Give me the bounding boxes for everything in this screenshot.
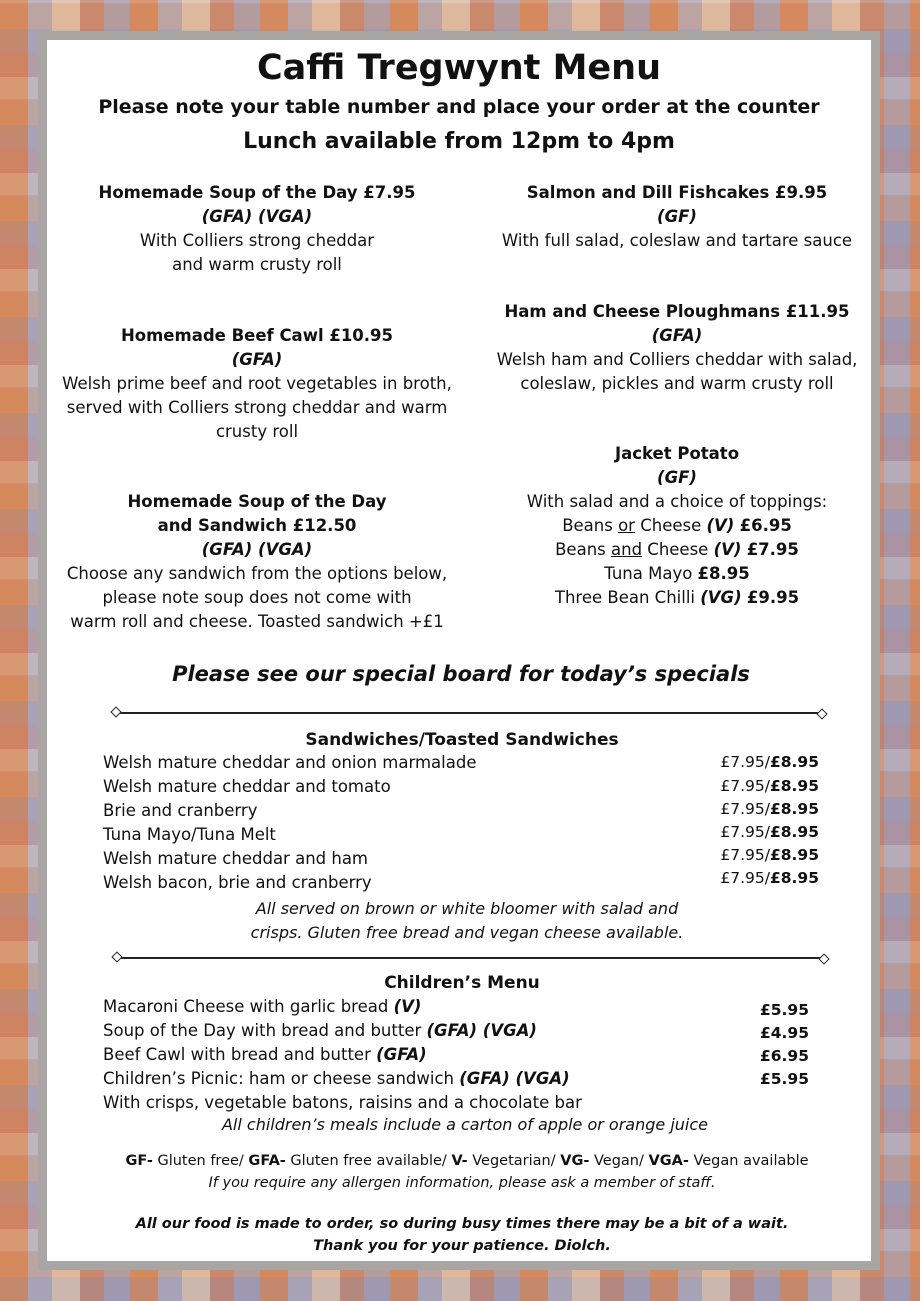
item-tags: (GF) [657, 207, 697, 226]
list-item: Welsh mature cheddar and ham £7.95/£8.95 [103, 846, 819, 868]
item-name: Homemade Soup of the Day [127, 492, 387, 511]
lunch-item [47, 324, 467, 444]
order-note: Please note your table number and place your order at the counter [98, 96, 820, 118]
item-desc: Choose any sandwich from the options below, [66, 564, 448, 583]
item-desc: please note soup does not come with [102, 588, 412, 607]
lunch-hours: Lunch available from 12pm to 4pm [243, 129, 675, 154]
item-name: Jacket Potato [614, 444, 740, 463]
lunch-item [467, 300, 887, 396]
divider-end [111, 951, 122, 962]
item-desc: With Colliers strong cheddar [139, 231, 375, 250]
item-desc: warm roll and cheese. Toasted sandwich +£1 [70, 612, 444, 631]
lunch-item [467, 442, 887, 610]
item-tags: (GFA) (VGA) [201, 207, 313, 226]
item-desc: With salad and a choice of toppings: [526, 492, 828, 511]
item-name: and Sandwich £12.50 [157, 516, 357, 535]
item-tags: (GF) [657, 468, 697, 487]
list-item: Tuna Mayo/Tuna Melt £7.95/£8.95 [103, 823, 819, 844]
item-name: Homemade Beef Cawl £10.95 [120, 326, 394, 345]
childrens-title: Children’s Menu [384, 973, 540, 993]
specials-note: Please see our special board for today’s specials [172, 662, 750, 686]
divider-line [118, 957, 824, 959]
item-name: Homemade Soup of the Day £7.95 [98, 183, 416, 202]
item-desc: With full salad, coleslaw and tartare sauce [501, 231, 853, 250]
list-item: Children’s Picnic: ham or cheese sandwich (GFA) (VGA) £5.95 [103, 1069, 809, 1088]
divider-end [818, 953, 829, 964]
footer-line: All our food is made to order, so during busy times there may be a bit of a wait. [135, 1216, 789, 1232]
item-name: Ham and Cheese Ploughmans £11.95 [504, 302, 850, 321]
item-name: Salmon and Dill Fishcakes £9.95 [526, 183, 828, 202]
list-item: Welsh mature cheddar and onion marmalade £7.95/£8.95 [103, 753, 819, 772]
item-desc: Welsh prime beef and root vegetables in broth, [62, 374, 452, 393]
lunch-item [47, 181, 467, 277]
list-item: Beef Cawl with bread and butter (GFA) £6.95 [103, 1045, 809, 1065]
item-desc: Welsh ham and Colliers cheddar with salad, [496, 350, 858, 369]
footer-line: Thank you for your patience. Diolch. [313, 1238, 611, 1254]
item-desc: crusty roll [215, 422, 299, 441]
divider-end [816, 708, 827, 719]
allergen-note: If you require any allergen information, please ask a member of staff. [208, 1175, 716, 1191]
sandwich-note: All served on brown or white bloomer with salad and crisps. Gluten free bread and vegan cheese available. [250, 899, 684, 942]
topping-row: Tuna Mayo £8.95 [604, 564, 750, 583]
item-desc: and warm crusty roll [172, 255, 342, 274]
list-item: Welsh bacon, brie and cranberry £7.95/£8.95 [103, 869, 819, 892]
lunch-item [47, 490, 467, 634]
item-tags: (GFA) [651, 326, 703, 345]
childrens-note: All children’s meals include a carton of apple or orange juice [221, 1115, 708, 1134]
list-item: Macaroni Cheese with garlic bread (V) £5.95 [103, 997, 809, 1019]
sandwich-list [103, 753, 819, 897]
item-tags: (GFA) (VGA) [201, 540, 313, 559]
topping-row: Beans and Cheese (V) £7.95 [555, 540, 799, 559]
sandwiches-title: Sandwiches/Toasted Sandwiches [305, 730, 619, 750]
list-item: Welsh mature cheddar and tomato £7.95/£8.95 [103, 777, 819, 796]
divider-end [110, 706, 121, 717]
topping-row: Three Bean Chilli (VG) £9.95 [554, 588, 800, 607]
list-item: With crisps, vegetable batons, raisins and a chocolate bar [103, 1093, 582, 1112]
list-item: Soup of the Day with bread and butter (GFA) (VGA) £4.95 [103, 1021, 809, 1042]
divider-line [117, 712, 823, 714]
lunch-item [467, 181, 887, 253]
item-desc: served with Colliers strong cheddar and warm [66, 398, 448, 417]
page-title: Caffi Tregwynt Menu [257, 48, 661, 88]
menu-sheet [47, 40, 871, 1261]
childrens-list [103, 997, 809, 1117]
dietary-key: GF- Gluten free/ GFA- Gluten free available/ V- Vegetarian/ VG- Vegan/ VGA- Vegan available [125, 1153, 809, 1169]
topping-row: Beans or Cheese (V) £6.95 [562, 516, 792, 535]
list-item: Brie and cranberry £7.95/£8.95 [103, 800, 819, 820]
item-desc: coleslaw, pickles and warm crusty roll [520, 374, 834, 393]
item-tags: (GFA) [231, 350, 283, 369]
